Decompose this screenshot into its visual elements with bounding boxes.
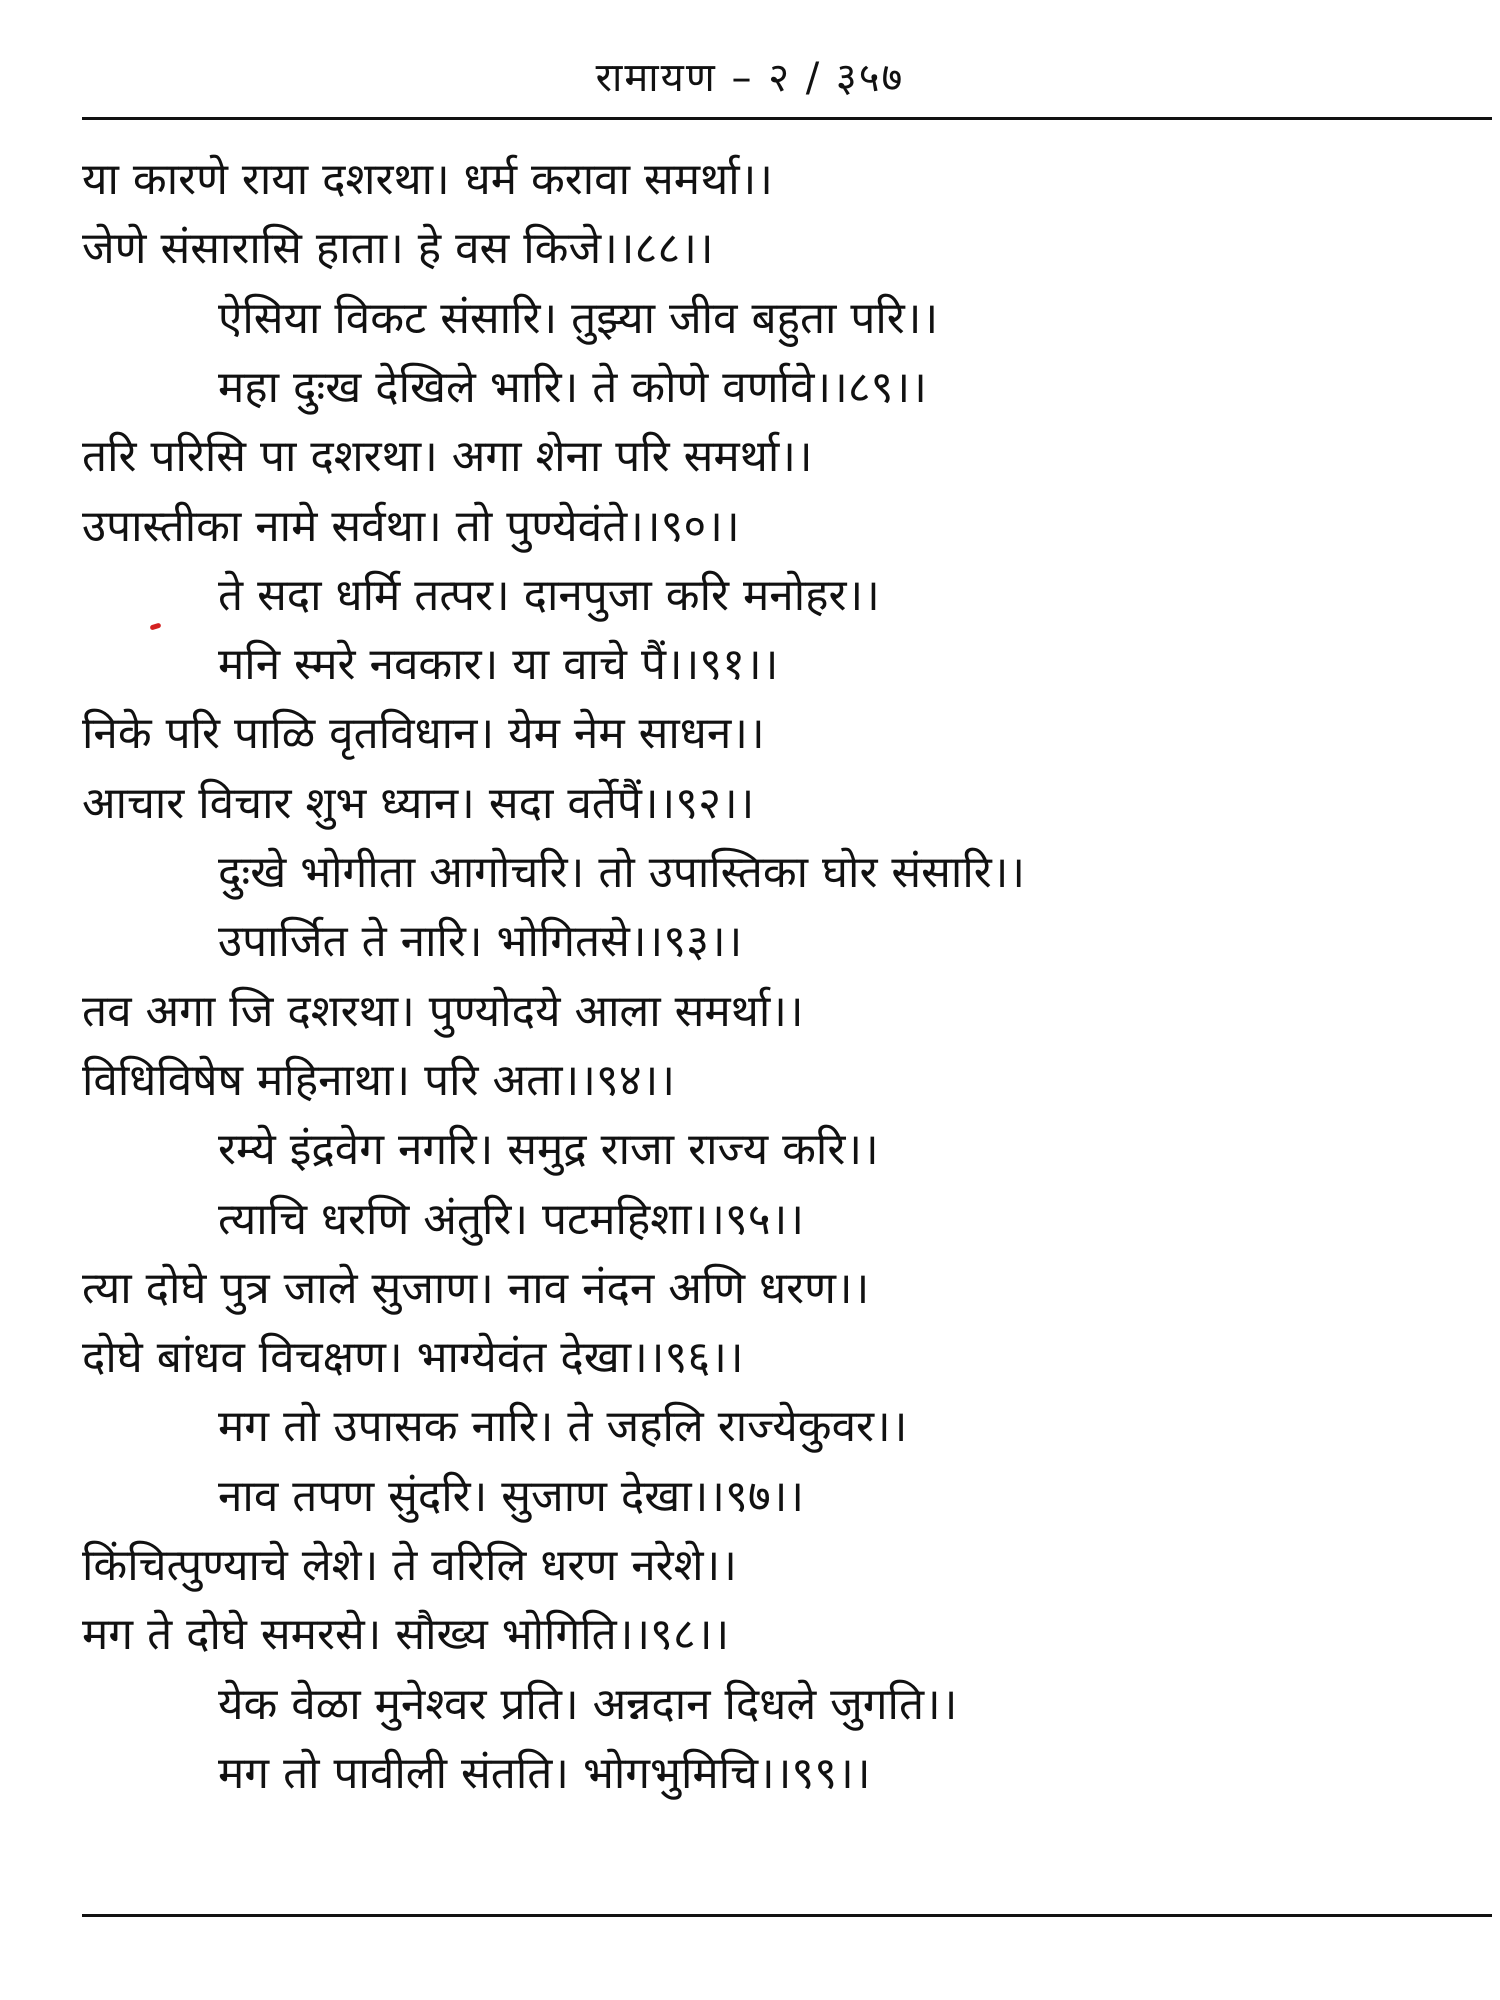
header-rule [82,117,1492,120]
verse-line: येक वेळा मुनेश्वर प्रति। अन्नदान दिधले जुगति।। [218,1678,958,1730]
verse-line: मग ते दोघे समरसे। सौख्य भोगिति।।९८।। [82,1609,730,1661]
verse-line: महा दुःख देखिले भारि। ते कोणे वर्णावे।।८९।। [218,361,927,413]
verse-line: नाव तपण सुंदरि। सुजाण देखा।।९७।। [218,1470,805,1522]
verse-line: या कारणे राया दशरथा। धर्म करावा समर्था।। [82,154,773,205]
red-ink-mark [149,622,161,630]
verse-line: उपार्जित ते नारि। भोगितसे।।९३।। [218,916,743,968]
verse-line: रम्ये इंद्रवेग नगरि। समुद्र राजा राज्य करि।। [218,1124,879,1176]
verse-line: त्या दोघे पुत्र जाले सुजाण। नाव नंदन अणि धरण।। [82,1262,870,1314]
verse-line: मनि स्मरे नवकार। या वाचे पैं।।९१।। [218,639,779,691]
verse-line: त्याचि धरणि अंतुरि। पटमहिशा।।९५।। [218,1193,805,1245]
verse-line: आचार विचार शुभ ध्यान। सदा वर्तेपैं।।९२।। [82,777,755,829]
verse-line: दुःखे भोगीता आगोचरि। तो उपास्तिका घोर संसारि।। [218,847,1026,898]
verse-line: विधिविषेष महिनाथा। परि अता।।९४।। [82,1054,676,1106]
verse-line: मग तो उपासक नारि। ते जहलि राज्येकुवर।। [218,1401,908,1453]
verse-line: उपास्तीका नामे सर्वथा। तो पुण्येवंते।।९०।। [82,500,740,552]
verse-line: मग तो पावीली संतति। भोगभुमिचि।।९९।। [218,1747,871,1799]
verse-line: ते सदा धर्मि तत्पर। दानपुजा करि मनोहर।। [218,569,880,621]
verse-line: दोघे बांधव विचक्षण। भाग्येवंत देखा।।९६।। [82,1332,744,1384]
verse-line: ऐसिया विकट संसारि। तुझ्या जीव बहुता परि।। [218,292,939,344]
verse-line: तव अगा जि दशरथा। पुण्योदये आला समर्था।। [82,985,804,1037]
verse-line: जेणे संसारासि हाता। हे वस किजे।।८८।। [82,223,714,275]
page-header-title: रामायण – २ / ३५७ [595,55,905,101]
verse-line: किंचित्पुण्याचे लेशे। ते वरिलि धरण नरेशे।। [82,1540,737,1591]
verse-line: तरि परिसि पा दशरथा। अगा शेना परि समर्था।। [82,431,813,483]
verse-line: निके परि पाळि वृतविधान। येम नेम साधन।। [82,708,765,760]
footer-rule [82,1914,1492,1917]
